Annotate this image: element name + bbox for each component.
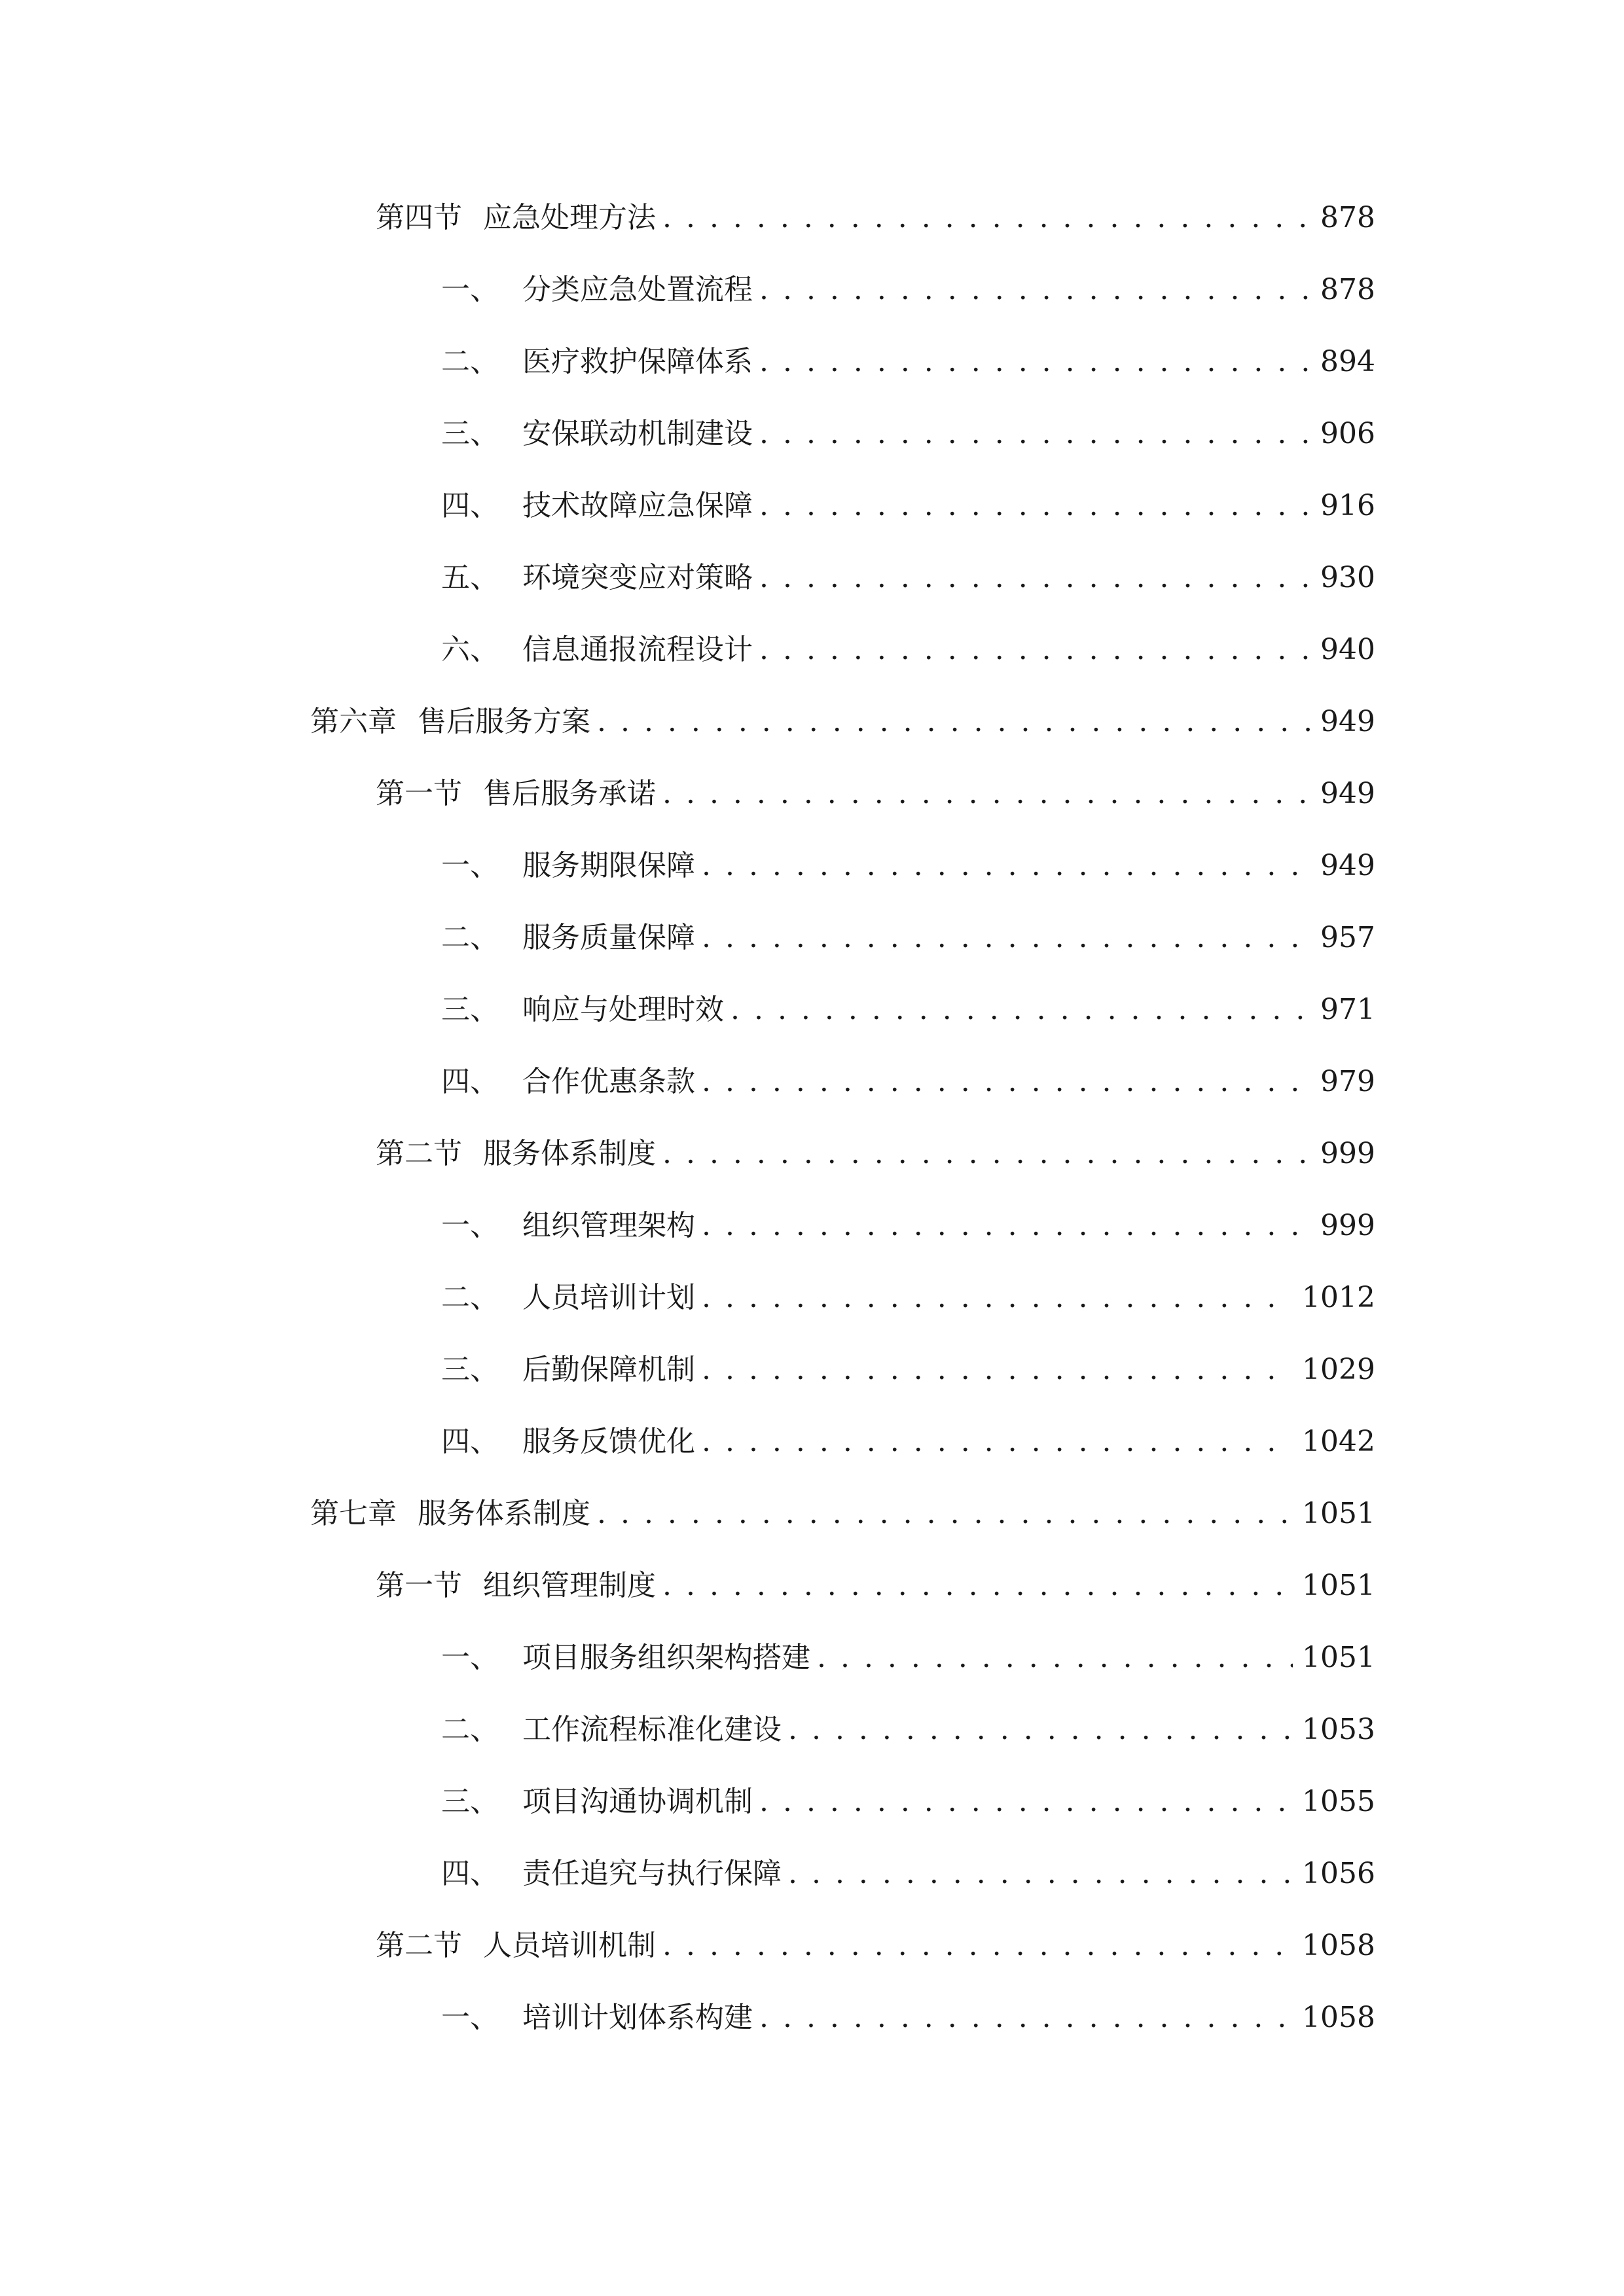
toc-entry-section[interactable]	[376, 758, 1375, 830]
toc-entry-number: 四、	[441, 1065, 499, 1098]
toc-entry-page: 1058	[1302, 2001, 1375, 2034]
toc-dot-leader	[662, 204, 1311, 232]
toc-entry-subsection[interactable]	[441, 1406, 1375, 1478]
toc-entry-subsection[interactable]	[441, 1334, 1375, 1406]
toc-entry-title: 后勤保障机制	[522, 1353, 695, 1386]
toc-entry-page: 1055	[1302, 1785, 1375, 1818]
toc-entry-title: 服务体系制度	[483, 1137, 656, 1170]
toc-entry-number: 第一节	[376, 1569, 462, 1602]
toc-entry-subsection[interactable]	[441, 830, 1375, 902]
toc-entry-subsection[interactable]	[441, 470, 1375, 542]
toc-entry-title: 服务期限保障	[522, 849, 695, 882]
toc-entry-page: 894	[1320, 345, 1375, 378]
toc-dot-leader	[662, 1931, 1293, 1960]
toc-entry-page: 930	[1320, 561, 1375, 594]
toc-entry-number: 三、	[441, 993, 499, 1026]
toc-dot-leader	[759, 492, 1311, 520]
toc-entry-title: 组织管理架构	[522, 1209, 695, 1242]
toc-entry-number: 一、	[441, 1209, 499, 1242]
toc-entry-title: 服务反馈优化	[522, 1425, 695, 1458]
toc-dot-leader	[702, 852, 1311, 880]
toc-dot-leader	[731, 996, 1311, 1024]
toc-entry-subsection[interactable]	[441, 254, 1375, 326]
toc-entry-page: 999	[1320, 1137, 1375, 1170]
toc-dot-leader	[759, 1787, 1293, 1816]
toc-dot-leader	[817, 1643, 1293, 1672]
toc-entry-number: 五、	[441, 561, 499, 594]
toc-entry-title: 售后服务承诺	[483, 777, 656, 810]
toc-entry-title: 责任追究与执行保障	[522, 1857, 782, 1890]
toc-entry-page: 999	[1320, 1209, 1375, 1242]
toc-entry-number: 第六章	[310, 705, 397, 738]
toc-entry-title: 项目服务组织架构搭建	[522, 1641, 810, 1674]
toc-entry-number: 一、	[441, 849, 499, 882]
toc-entry-subsection[interactable]	[441, 1622, 1375, 1694]
toc-entry-page: 906	[1320, 417, 1375, 450]
toc-entry-page: 878	[1320, 201, 1375, 234]
toc-entry-subsection[interactable]	[441, 1982, 1375, 2054]
toc-entry-title: 合作优惠条款	[522, 1065, 695, 1098]
toc-entry-subsection[interactable]	[441, 1190, 1375, 1262]
toc-entry-page: 1029	[1302, 1353, 1375, 1386]
toc-entry-page: 1042	[1302, 1425, 1375, 1458]
toc-entry-number: 第四节	[376, 201, 462, 234]
toc-entry-title: 工作流程标准化建设	[522, 1713, 782, 1746]
toc-entry-number: 二、	[441, 345, 499, 378]
toc-entry-page: 1051	[1302, 1641, 1375, 1674]
toc-dot-leader	[759, 2003, 1293, 2032]
toc-entry-section[interactable]	[376, 1550, 1375, 1622]
toc-entry-number: 一、	[441, 273, 499, 306]
toc-entry-title: 环境突变应对策略	[522, 561, 753, 594]
toc-entry-page: 1012	[1302, 1281, 1375, 1314]
toc-entry-page: 949	[1320, 849, 1375, 882]
toc-entry-title: 人员培训计划	[522, 1281, 695, 1314]
toc-entry-number: 二、	[441, 1281, 499, 1314]
toc-dot-leader	[702, 1427, 1293, 1456]
toc-entry-subsection[interactable]	[441, 1262, 1375, 1334]
toc-entry-title: 分类应急处置流程	[522, 273, 753, 306]
toc-entry-subsection[interactable]	[441, 974, 1375, 1046]
toc-entry-number: 四、	[441, 489, 499, 522]
toc-entry-title: 售后服务方案	[418, 705, 590, 738]
toc-dot-leader	[662, 780, 1311, 808]
toc-entry-number: 四、	[441, 1857, 499, 1890]
toc-entry-chapter[interactable]	[310, 1478, 1375, 1550]
toc-entry-page: 1056	[1302, 1857, 1375, 1890]
toc-dot-leader	[702, 1355, 1293, 1384]
toc-dot-leader	[662, 1571, 1293, 1600]
toc-entry-page: 878	[1320, 273, 1375, 306]
toc-dot-leader	[788, 1715, 1293, 1744]
toc-dot-leader	[702, 1283, 1293, 1312]
toc-entry-page: 971	[1320, 993, 1375, 1026]
toc-dot-leader	[788, 1859, 1293, 1888]
toc-dot-leader	[702, 1067, 1311, 1096]
toc-entry-number: 三、	[441, 1785, 499, 1818]
toc-entry-title: 人员培训机制	[483, 1929, 656, 1962]
toc-entry-number: 一、	[441, 1641, 499, 1674]
toc-entry-chapter[interactable]	[310, 686, 1375, 758]
toc-entry-page: 957	[1320, 921, 1375, 954]
toc-entry-page: 916	[1320, 489, 1375, 522]
toc-dot-leader	[759, 420, 1311, 448]
toc-entry-subsection[interactable]	[441, 398, 1375, 470]
toc-entry-section[interactable]	[376, 182, 1375, 254]
toc-entry-title: 应急处理方法	[483, 201, 656, 234]
toc-entry-title: 响应与处理时效	[522, 993, 724, 1026]
toc-entry-title: 信息通报流程设计	[522, 633, 753, 666]
toc-dot-leader	[702, 1211, 1311, 1240]
toc-entry-title: 服务质量保障	[522, 921, 695, 954]
toc-entry-subsection[interactable]	[441, 1046, 1375, 1118]
toc-entry-title: 培训计划体系构建	[522, 2001, 753, 2034]
toc-entry-number: 第一节	[376, 777, 462, 810]
toc-entry-title: 技术故障应急保障	[522, 489, 753, 522]
toc-entry-number: 二、	[441, 921, 499, 954]
toc-entry-subsection[interactable]	[441, 1694, 1375, 1766]
toc-entry-subsection[interactable]	[441, 902, 1375, 974]
toc-entry-number: 六、	[441, 633, 499, 666]
toc-entry-number: 四、	[441, 1425, 499, 1458]
toc-entry-page: 940	[1320, 633, 1375, 666]
toc-entry-number: 第七章	[310, 1497, 397, 1530]
toc-entry-section[interactable]	[376, 1118, 1375, 1190]
toc-entry-number: 一、	[441, 2001, 499, 2034]
toc-entry-title: 安保联动机制建设	[522, 417, 753, 450]
toc-dot-leader	[662, 1139, 1311, 1168]
toc-entry-subsection[interactable]	[441, 326, 1375, 398]
toc-dot-leader	[759, 348, 1311, 376]
toc-entry-section[interactable]	[376, 1910, 1375, 1982]
toc-entry-page: 1051	[1302, 1569, 1375, 1602]
toc-entry-number: 三、	[441, 417, 499, 450]
toc-entry-number: 第二节	[376, 1929, 462, 1962]
toc-entry-page: 1053	[1302, 1713, 1375, 1746]
toc-entry-title: 服务体系制度	[418, 1497, 590, 1530]
toc-entry-title: 项目沟通协调机制	[522, 1785, 753, 1818]
toc-entry-page: 1058	[1302, 1929, 1375, 1962]
toc-entry-page: 979	[1320, 1065, 1375, 1098]
toc-entry-number: 二、	[441, 1713, 499, 1746]
toc-entry-subsection[interactable]	[441, 1766, 1375, 1838]
toc-entry-number: 第二节	[376, 1137, 462, 1170]
toc-entry-title: 组织管理制度	[483, 1569, 656, 1602]
toc-entry-number: 三、	[441, 1353, 499, 1386]
toc-dot-leader	[759, 636, 1311, 664]
toc-entry-title: 医疗救护保障体系	[522, 345, 753, 378]
toc-dot-leader	[759, 564, 1311, 592]
toc-dot-leader	[759, 276, 1311, 304]
toc-dot-leader	[702, 924, 1311, 952]
toc-entry-page: 949	[1320, 705, 1375, 738]
toc-entry-subsection[interactable]	[441, 542, 1375, 614]
toc-entry-subsection[interactable]	[441, 614, 1375, 686]
toc-dot-leader	[597, 708, 1311, 736]
toc-entry-page: 949	[1320, 777, 1375, 810]
toc-dot-leader	[597, 1499, 1293, 1528]
toc-entry-page: 1051	[1302, 1497, 1375, 1530]
toc-entry-subsection[interactable]	[441, 1838, 1375, 1910]
